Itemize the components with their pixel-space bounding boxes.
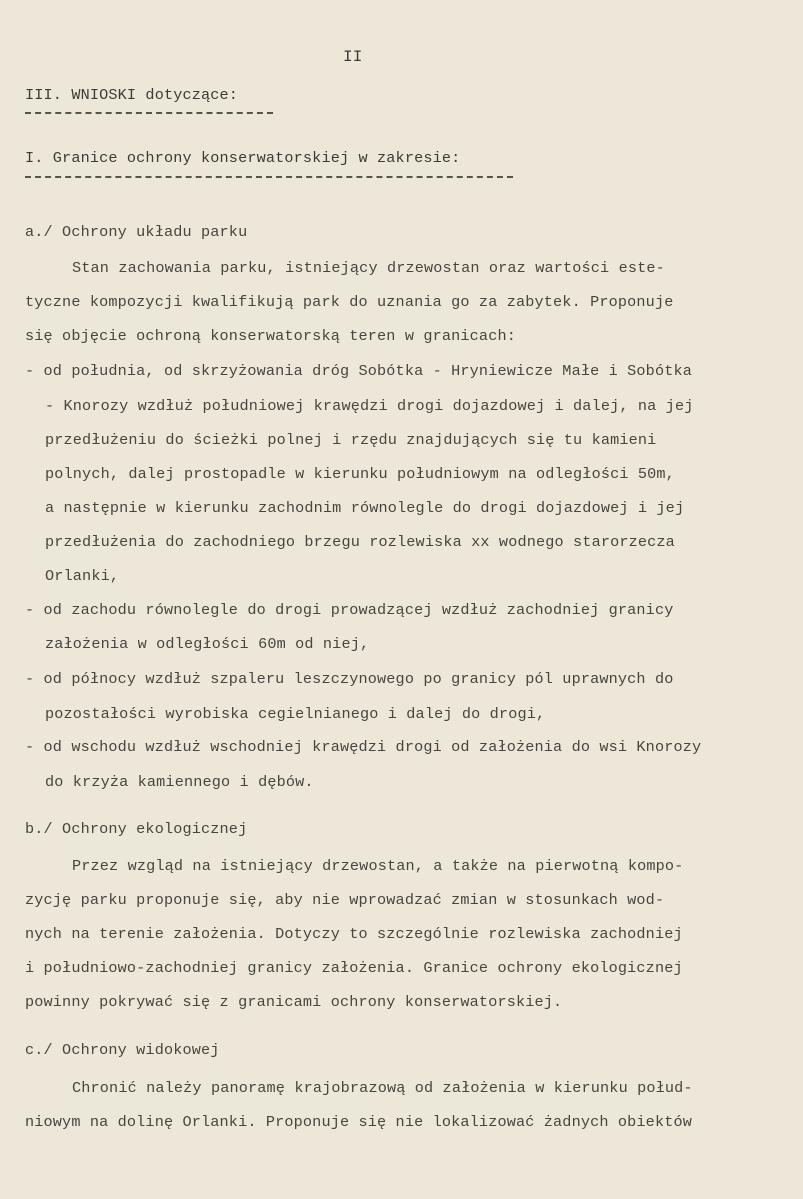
section-a-line: polnych, dalej prostopadle w kierunku południowym na odległości 50m, — [45, 465, 675, 483]
section-a-line: Orlanki, — [45, 567, 120, 585]
section-a-line: przedłużeniu do ścieżki polnej i rzędu znajdujących się tu kamieni — [45, 431, 657, 449]
section-a-line: pozostałości wyrobiska cegielnianego i dalej do drogi, — [45, 705, 546, 723]
section-c-line: niowym na dolinę Orlanki. Proponuje się nie lokalizować żadnych obiektów — [25, 1113, 693, 1131]
section-b-line: powinny pokrywać się z granicami ochrony konserwatorskiej. — [25, 993, 563, 1011]
section-a-line: przedłużenia do zachodniego brzegu rozlewiska xx wodnego starorzecza — [45, 533, 675, 551]
page-number: II — [343, 48, 363, 66]
section-b-line: Przez wzgląd na istniejący drzewostan, a także na pierwotną kompo- — [72, 857, 684, 875]
section-a-line: - od zachodu równolegle do drogi prowadzącej wzdłuż zachodniej granicy — [25, 601, 674, 619]
section-a-line: się objęcie ochroną konserwatorską teren w granicach: — [25, 327, 516, 345]
section-a-line: - Knorozy wzdłuż południowej krawędzi drogi dojazdowej i dalej, na jej — [45, 397, 694, 415]
section-b-line: zycję parku proponuje się, aby nie wprowadzać zmian w stosunkach wod- — [25, 891, 665, 909]
section-a-line: - od południa, od skrzyżowania dróg Sobótka - Hryniewicze Małe i Sobótka — [25, 362, 693, 380]
section-c-title: c./ Ochrony widokowej — [25, 1041, 220, 1059]
heading-main-underline — [25, 112, 273, 114]
section-a-line: - od północy wzdłuż szpaleru leszczynowego po granicy pól uprawnych do — [25, 670, 674, 688]
section-b-line: i południowo-zachodniej granicy założenia. Granice ochrony ekologicznej — [25, 959, 683, 977]
section-a-line: Stan zachowania parku, istniejący drzewostan oraz wartości este- — [72, 259, 665, 277]
section-a-line: a następnie w kierunku zachodnim równolegle do drogi dojazdowej i jej — [45, 499, 685, 517]
heading-sub: I. Granice ochrony konserwatorskiej w zakresie: — [25, 149, 461, 167]
section-a-line: - od wschodu wzdłuż wschodniej krawędzi drogi od założenia do wsi Knorozy — [25, 738, 702, 756]
section-b-line: nych na terenie założenia. Dotyczy to szczególnie rozlewiska zachodniej — [25, 925, 683, 943]
section-a-line: do krzyża kamiennego i dębów. — [45, 773, 314, 791]
heading-sub-underline — [25, 176, 513, 178]
section-a-line: założenia w odległości 60m od niej, — [45, 635, 370, 653]
heading-main: III. WNIOSKI dotyczące: — [25, 86, 239, 104]
section-a-line: tyczne kompozycji kwalifikują park do uznania go za zabytek. Proponuje — [25, 293, 674, 311]
section-c-line: Chronić należy panoramę krajobrazową od założenia w kierunku połud- — [72, 1079, 693, 1097]
section-a-title: a./ Ochrony układu parku — [25, 223, 248, 241]
section-b-title: b./ Ochrony ekologicznej — [25, 820, 248, 838]
